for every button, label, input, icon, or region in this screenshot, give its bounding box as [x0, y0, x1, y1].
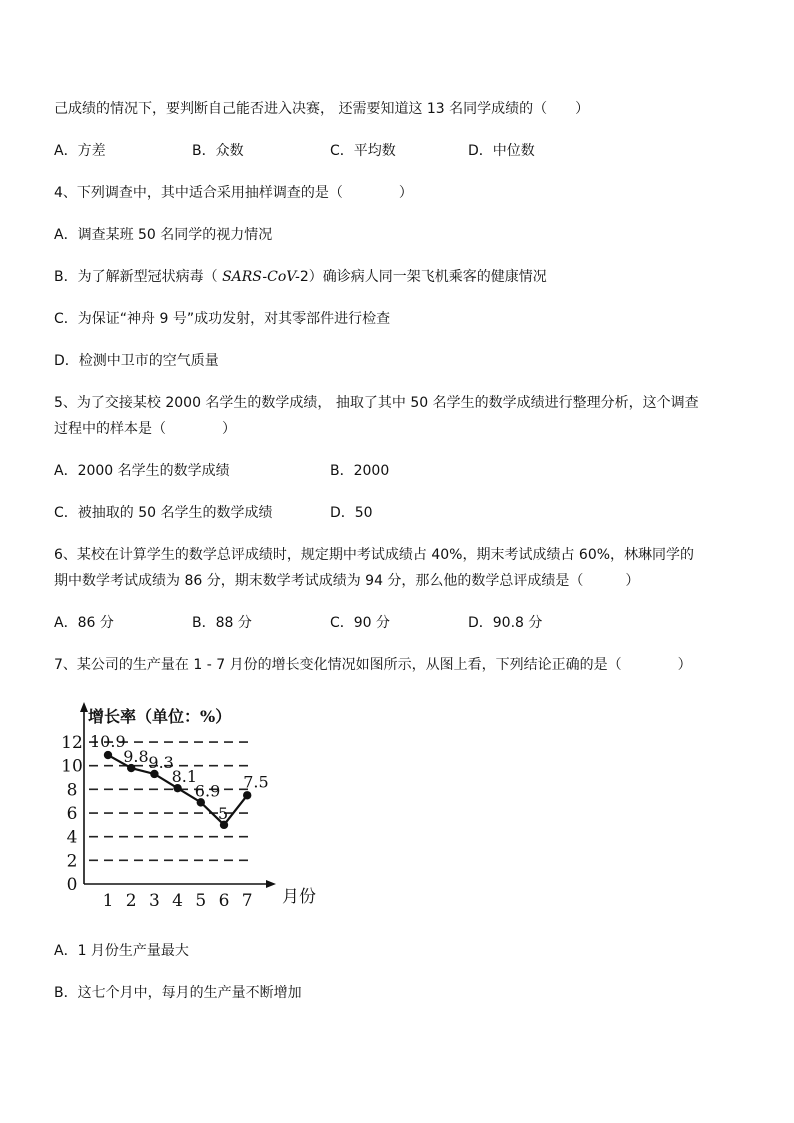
q5-option-d[interactable]: D．50	[330, 505, 373, 521]
data-point-month-1	[104, 751, 112, 759]
y-axis-arrow	[80, 702, 88, 712]
q3-option-c[interactable]: C．平均数	[330, 143, 396, 159]
y-tick-label-0: 0	[66, 875, 78, 895]
x-tick-label-1: 1	[102, 891, 114, 911]
data-point-month-7	[243, 791, 251, 799]
data-label-month-3: 9.3	[148, 752, 174, 772]
q5-option-b[interactable]: B．2000	[330, 463, 390, 479]
q4-option-d[interactable]: D．检测中卫市的空气质量	[54, 353, 219, 369]
q7-option-b[interactable]: B．这七个月中，每月的生产量不断增加	[54, 985, 302, 1001]
x-tick-label-2: 2	[125, 891, 137, 911]
q6-stem-line1: 6、某校在计算学生的数学总评成绩时，规定期中考试成绩占 40%，期末考试成绩占 60%，林琳同学的	[54, 547, 695, 563]
chart-title: 增长率（单位：%）	[88, 707, 232, 726]
q4-option-b-prefix: B．为了解新型冠状病毒（	[54, 269, 223, 285]
x-tick-label-3: 3	[148, 891, 160, 911]
q7-stem: 7、某公司的生产量在 1 - 7 月份的增长变化情况如图所示，从图上看，下列结论正确的是（ ）	[54, 657, 692, 673]
q3-option-a[interactable]: A．方差	[54, 143, 106, 159]
q4-option-b-suffix: 2）确诊病人同一架飞机乘客的健康情况	[299, 269, 547, 285]
chart-x-tick-labels	[103, 891, 253, 911]
y-tick-label-8: 8	[66, 780, 78, 801]
data-label-month-4: 8.1	[171, 767, 198, 787]
x-tick-label-5: 5	[195, 891, 207, 911]
y-tick-label-2: 2	[66, 851, 78, 872]
q4-option-c[interactable]: C．为保证“神舟 9 号”成功发射，对其零部件进行检查	[54, 311, 391, 327]
q6-stem-line2: 期中数学考试成绩为 86 分，期末数学考试成绩为 94 分，那么他的数学总评成绩是（ ）	[54, 573, 640, 589]
y-tick-label-10: 10	[61, 756, 83, 777]
q7-option-a[interactable]: A．1 月份生产量最大	[54, 943, 189, 959]
x-tick-label-7: 7	[241, 891, 253, 911]
x-axis-arrow	[266, 880, 276, 888]
q5-option-a[interactable]: A．2000 名学生的数学成绩	[54, 463, 230, 479]
q3-stem: 己成绩的情况下，要判断自己能否进入决赛， 还需要知道这 13 名同学成绩的（ ）	[54, 101, 590, 117]
data-label-month-5: 6.9	[194, 781, 221, 801]
q6-option-a[interactable]: A．86 分	[54, 615, 114, 631]
q6-option-b[interactable]: B．88 分	[192, 615, 252, 631]
q3-option-d[interactable]: D．中位数	[468, 143, 535, 159]
q6-option-c[interactable]: C．90 分	[330, 615, 391, 631]
data-label-month-6: 5	[218, 803, 229, 823]
data-label-month-7: 7.5	[243, 772, 269, 792]
q3-option-b[interactable]: B．众数	[192, 143, 244, 159]
data-label-month-2: 9.8	[123, 747, 149, 767]
y-tick-label-4: 4	[66, 827, 78, 848]
q5-stem-line2: 过程中的样本是（ ）	[54, 421, 236, 437]
growth-rate-line-chart	[54, 700, 334, 920]
chart-y-tick-labels	[61, 733, 83, 895]
q5-stem-line1: 5、为了交接某校 2000 名学生的数学成绩， 抽取了其中 50 名学生的数学成绩进行整理分析，这个调查	[54, 395, 699, 411]
x-tick-label-6: 6	[218, 891, 230, 911]
y-tick-label-6: 6	[66, 804, 78, 825]
chart-x-axis-label: 月份	[282, 887, 316, 907]
data-label-month-1: 10.9	[90, 732, 126, 752]
q4-option-b[interactable]	[54, 267, 547, 287]
q4-option-a[interactable]: A．调查某班 50 名同学的视力情况	[54, 227, 273, 243]
q5-option-c[interactable]: C．被抽取的 50 名学生的数学成绩	[54, 505, 273, 521]
chart-data-labels	[90, 732, 269, 823]
y-tick-label-12: 12	[61, 733, 83, 754]
q4-stem: 4、下列调查中，其中适合采用抽样调查的是（ ）	[54, 185, 413, 201]
q4-option-b-virus-name: SARS-CoV-	[222, 269, 300, 285]
q6-option-d[interactable]: D．90.8 分	[468, 615, 543, 631]
x-tick-label-4: 4	[172, 891, 184, 911]
